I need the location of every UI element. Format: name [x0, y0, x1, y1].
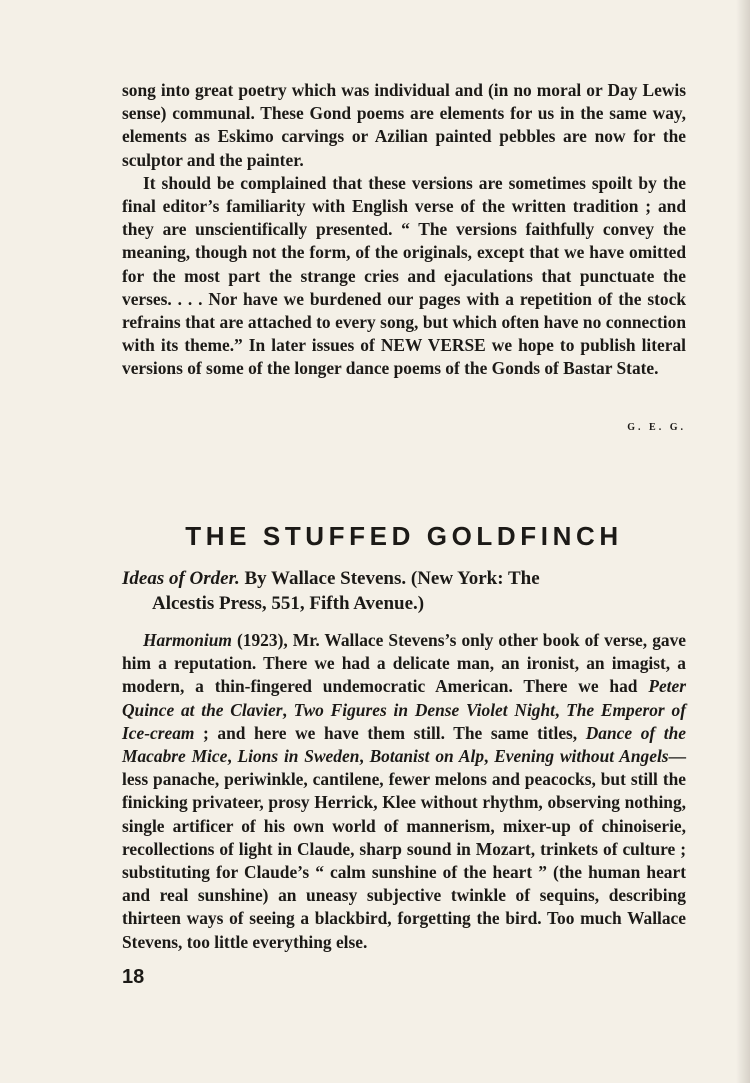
intro-text [122, 79, 686, 381]
review-paragraph [122, 629, 686, 954]
review-sep: , [227, 746, 238, 767]
section-title: THE STUFFED GOLDFINCH [185, 521, 623, 551]
author-initials: G. E. G. [627, 422, 686, 433]
title-peter-quince: Peter Quince at the Clavier [122, 676, 686, 720]
review-sep: , [282, 699, 294, 720]
title-lions: Lions in Sweden [237, 746, 360, 767]
title-botanist: Botanist on Alp [369, 746, 485, 767]
intro-paragraph-2: It should be complained that these versions are sometimes spoilt by the final editor’s familiarity with English verse of the written tradition ; and they are unscientifically presented. “ The versions faithfully convey the meaning, though not the form, of the originals, except that we have omitted for the most part the strange cries and ejaculations that punctuate the verses. . . . Nor have we burdened our pages with a repetition of the stock refrains that are attached to every song, but which often have no connection with its theme.” In later issues of NEW VERSE we hope to publish literal versions of some of the longer dance poems of the Gonds of Bastar State. [122, 172, 686, 379]
page-edge-shadow [736, 0, 750, 1083]
title-two-figures: Two Figures in Dense Violet Night [293, 699, 555, 720]
review-text-1: (1923), Mr. Wallace Stevens’s only other book of verse, gave him a reputation. There we had a delicate man, an ironist, an imagist, a modern, a thin-fingered undemocratic American. There we had [122, 630, 686, 697]
title-harmonium: Harmonium [143, 630, 232, 650]
review-heading-rest: By Wallace Stevens. (New York: The [239, 568, 540, 589]
intro-paragraph-1: song into great poetry which was individual and (in no moral or Day Lewis sense) communal. These Gond poems are elements for us in the same way, elements as Eskimo carvings or Azilian painted pebbles are now for the sculptor and the painter. [122, 80, 686, 170]
page-number: 18 [122, 966, 145, 988]
review-text-2: ; and here we have them still. The same titles, [194, 722, 586, 743]
review-sep: , [359, 746, 370, 767]
review-heading [122, 566, 686, 616]
title-dance: Dance of the Macabre Mice [122, 722, 686, 767]
review-sep: , [484, 746, 495, 767]
title-emperor: The Emperor of Ice-cream [122, 699, 686, 743]
review-text-3: —less panache, periwinkle, cantilene, fewer melons and peacocks, but still the finicking privateer, prosy Herrick, Klee without rhythm, observing nothing, single artificer of his own world of mannerism, mixer-up of chinoiserie, recollections of light in Claude, sharp sound in Mozart, trinkets of culture ; substituting for Claude’s “ calm sunshine of the heart ” (the human heart and real sunshine) an uneasy subjective twinkle of sequins, describing thirteen ways of seeing a blackbird, forgetting the bird. Too much Wallace Stevens, too little everything else. [122, 746, 686, 952]
title-evening: Evening without Angels [494, 746, 669, 767]
review-heading-publisher: Alcestis Press, 551, Fifth Avenue.) [152, 593, 425, 614]
review-sep: , [554, 699, 567, 720]
review-book-title: Ideas of Order. [122, 568, 240, 589]
review-text [122, 629, 686, 954]
